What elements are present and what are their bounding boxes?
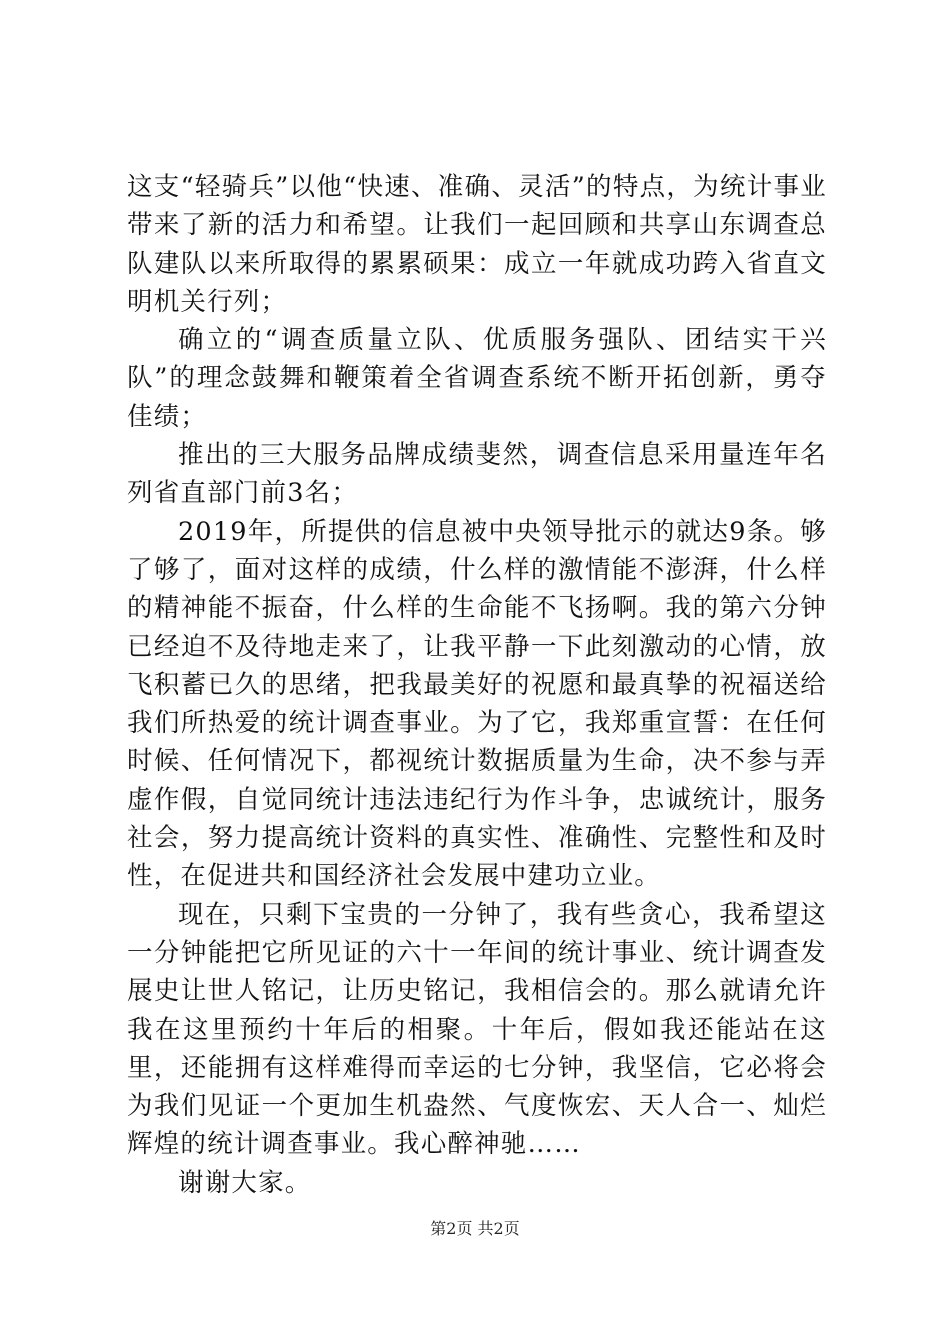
- page-number-label: 第2页 共2页: [430, 1219, 520, 1238]
- page-footer: [0, 1216, 950, 1239]
- paragraph-5: 现在，只剩下宝贵的一分钟了，我有些贪心，我希望这一分钟能把它所见证的六十一年间的统计事业、统计调查发展史让世人铭记，让历史铭记，我相信会的。那么就请允许我在这里预约十年后的相聚。十年后，假如我还能站在这里，还能拥有这样难得而幸运的七分钟，我坚信，它必将会为我们见证一个更加生机盎然、气度恢宏、天人合一、灿烂辉煌的统计调查事业。我心醉神驰……: [127, 899, 827, 1160]
- paragraph-4: 2019年，所提供的信息被中央领导批示的就达9条。够了够了，面对这样的成绩，什么样的激情能不澎湃，什么样的精神能不振奋，什么样的生命能不飞扬啊。我的第六分钟已经迫不及待地走来了，让我平静一下此刻激动的心情，放飞积蓄已久的思绪，把我最美好的祝愿和最真挚的祝福送给我们所热爱的统计调查事业。为了它，我郑重宣誓：在任何时候、任何情况下，都视统计数据质量为生命，决不参与弄虚作假，自觉同统计违法违纪行为作斗争，忠诚统计，服务社会，努力提高统计资料的真实性、准确性、完整性和及时性，在促进共和国经济社会发展中建功立业。: [127, 516, 827, 892]
- document-body: [127, 168, 827, 1202]
- paragraph-1: 这支“轻骑兵”以他“快速、准确、灵活”的特点，为统计事业带来了新的活力和希望。让我们一起回顾和共享山东调查总队建队以来所取得的累累硕果：成立一年就成功跨入省直文明机关行列；: [127, 172, 827, 317]
- paragraph-6: 谢谢大家。: [178, 1167, 312, 1198]
- paragraph-2: 确立的“调查质量立队、优质服务强队、团结实干兴队”的理念鼓舞和鞭策着全省调查系统不断开拓创新，勇夺佳绩；: [127, 325, 827, 432]
- paragraph-3: 推出的三大服务品牌成绩斐然，调查信息采用量连年名列省直部门前3名；: [127, 440, 827, 509]
